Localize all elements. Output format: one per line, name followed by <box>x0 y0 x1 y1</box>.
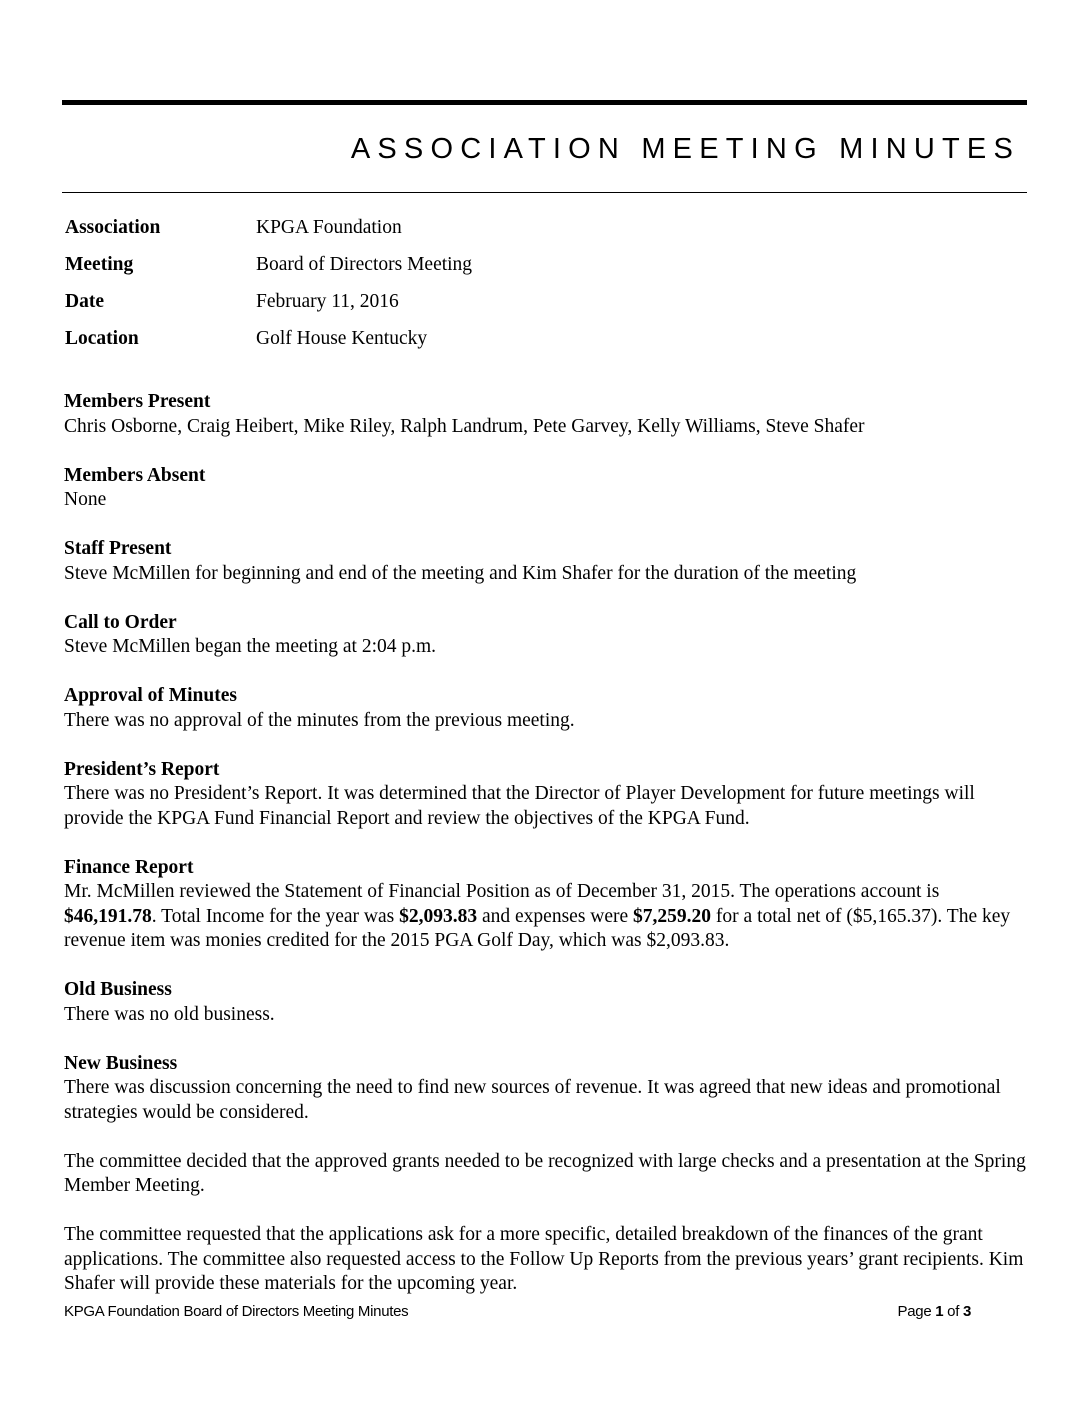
finance-text: for a total net of ($5,165.37). The key revenue item was monies credited for the 2015 PGA Golf Day, which was $2,093.83. <box>64 905 1011 951</box>
section-members-present <box>64 390 1034 439</box>
section-text: Chris Osborne, Craig Heibert, Mike Riley, Ralph Landrum, Pete Garvey, Kelly Williams, Steve Shafer <box>64 415 865 437</box>
section-finance-report <box>64 856 1034 954</box>
info-row-location <box>65 325 665 362</box>
income-amount: $2,093.83 <box>399 905 478 927</box>
section-text: None <box>64 489 107 510</box>
info-value: KPGA Foundation <box>256 217 402 238</box>
section-paragraph: There was discussion concerning the need to find new sources of revenue. It was agreed that new ideas and promotional strategies would be considered. <box>64 1077 1001 1123</box>
info-row-date <box>65 288 665 325</box>
operations-amount: $46,191.78 <box>64 905 152 927</box>
finance-text: and expenses were <box>477 905 634 927</box>
section-staff-present <box>64 537 1034 586</box>
section-approval-of-minutes <box>64 684 1034 733</box>
info-row-meeting <box>65 251 665 288</box>
section-paragraph: The committee requested that the applications ask for a more specific, detailed breakdown of the finances of the grant applications. The committee also requested access to the Follow Up Reports from the previous years’ grant recipients. Kim Shafer will provide these materials for the upcoming year. <box>64 1224 1024 1294</box>
info-label: Location <box>65 328 139 349</box>
section-heading: President’s Report <box>64 758 220 780</box>
page-number <box>898 1302 971 1322</box>
page-current: 1 <box>935 1303 944 1320</box>
title-divider <box>62 192 1027 193</box>
info-label: Date <box>65 291 104 312</box>
page-total: 3 <box>962 1303 971 1320</box>
finance-text: . Total Income for the year was <box>151 905 400 927</box>
document-title: ASSOCIATION MEETING MINUTES <box>350 133 1020 165</box>
section-heading: Staff Present <box>64 538 172 559</box>
meeting-info-table <box>65 214 665 362</box>
section-text: There was no President’s Report. It was determined that the Director of Player Development for future meetings will provide the KPGA Fund Financial Report and review the objectives of the KPGA Fund. <box>64 783 975 829</box>
page-footer <box>64 1302 971 1322</box>
top-rule <box>62 100 1027 105</box>
section-heading: Call to Order <box>64 611 177 633</box>
info-value: February 11, 2016 <box>256 291 399 312</box>
section-text: There was no approval of the minutes from the previous meeting. <box>64 709 575 731</box>
finance-text: Mr. McMillen reviewed the Statement of Financial Position as of December 31, 2015. The operations account is <box>64 881 940 902</box>
section-text: Steve McMillen began the meeting at 2:04 p.m. <box>64 636 437 657</box>
section-presidents-report <box>64 758 1034 832</box>
minutes-body <box>64 390 1034 1321</box>
section-text: Steve McMillen for beginning and end of the meeting and Kim Shafer for the duration of the meeting <box>64 562 857 584</box>
info-label: Association <box>65 217 161 238</box>
info-value: Golf House Kentucky <box>256 328 428 349</box>
section-heading: Finance Report <box>64 856 194 878</box>
section-heading: New Business <box>64 1052 178 1074</box>
footer-document-name: KPGA Foundation Board of Directors Meeting Minutes <box>64 1303 409 1320</box>
section-members-absent <box>64 464 1034 513</box>
info-value: Board of Directors Meeting <box>256 254 473 275</box>
section-new-business <box>64 1052 1034 1297</box>
page-prefix: Page <box>897 1303 936 1320</box>
section-heading: Members Present <box>64 391 211 412</box>
section-text <box>64 880 1034 954</box>
section-old-business <box>64 978 1034 1027</box>
page-of: of <box>943 1303 963 1320</box>
section-heading: Old Business <box>64 979 172 1000</box>
section-paragraph: The committee decided that the approved grants needed to be recognized with large checks and a presentation at the Spring Member Meeting. <box>64 1150 1026 1196</box>
expenses-amount: $7,259.20 <box>633 905 712 927</box>
info-row-association <box>65 214 665 251</box>
section-call-to-order <box>64 611 1034 660</box>
section-text: There was no old business. <box>64 1003 275 1025</box>
section-heading: Members Absent <box>64 464 206 486</box>
info-label: Meeting <box>65 254 134 275</box>
section-heading: Approval of Minutes <box>64 685 237 706</box>
